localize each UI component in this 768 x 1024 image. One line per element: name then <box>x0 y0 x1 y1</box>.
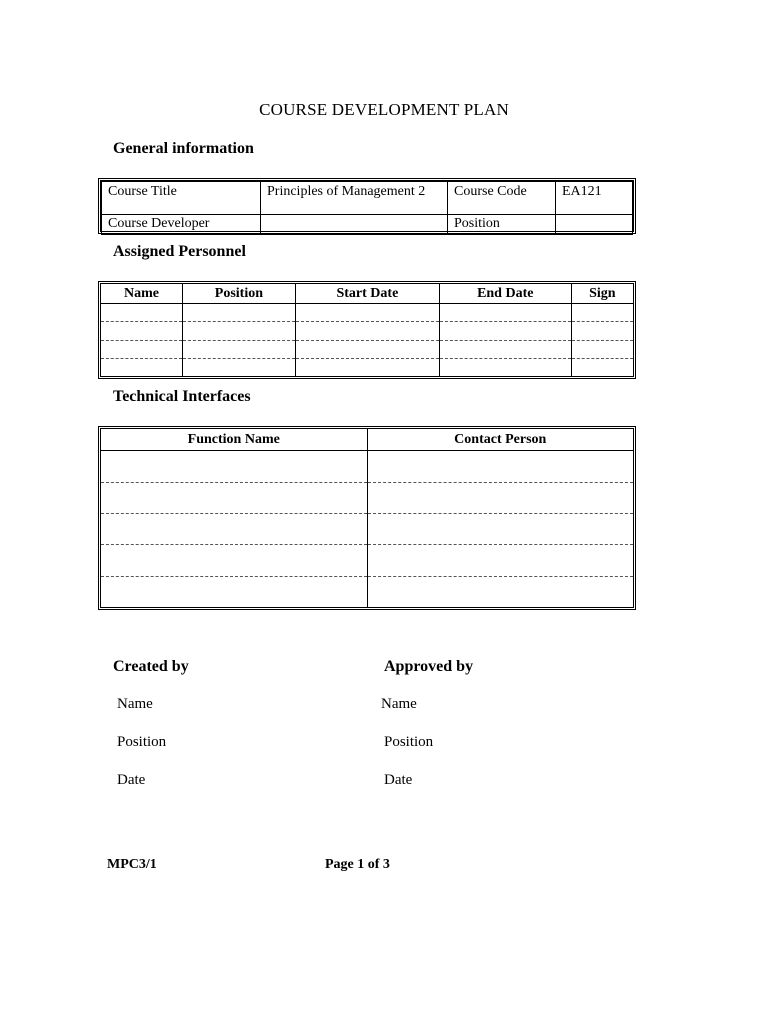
col-header-end-date: End Date <box>439 284 571 304</box>
course-title-label: Course Title <box>102 182 261 215</box>
approved-by-position-label: Position <box>384 734 434 750</box>
position-label: Position <box>448 215 556 235</box>
table-row <box>101 322 633 340</box>
table-row <box>101 576 633 607</box>
table-row <box>101 513 633 544</box>
course-title-value: Principles of Management 2 <box>261 182 448 215</box>
col-header-start-date: Start Date <box>295 284 439 304</box>
page-title: COURSE DEVELOPMENT PLAN <box>259 100 509 119</box>
personnel-table <box>98 281 636 379</box>
col-header-name: Name <box>101 284 182 304</box>
page-number: Page 1 of 3 <box>325 857 390 872</box>
course-code-value: EA121 <box>556 182 633 215</box>
section-heading-general: General information <box>113 140 254 157</box>
created-by-position-label: Position <box>117 734 167 750</box>
general-info-table <box>98 178 636 234</box>
approved-by-date-label: Date <box>384 772 413 788</box>
course-code-label: Course Code <box>448 182 556 215</box>
course-developer-value <box>261 215 448 235</box>
col-header-contact-person: Contact Person <box>367 429 633 451</box>
position-value <box>556 215 633 235</box>
table-row <box>101 304 633 322</box>
document-code: MPC3/1 <box>107 857 157 872</box>
col-header-function-name: Function Name <box>101 429 367 451</box>
table-row <box>101 358 633 376</box>
approved-by-heading: Approved by <box>384 658 474 675</box>
created-by-heading: Created by <box>113 658 189 675</box>
created-by-name-label: Name <box>117 696 153 712</box>
section-heading-technical: Technical Interfaces <box>113 388 251 405</box>
technical-interfaces-table <box>98 426 636 610</box>
created-by-date-label: Date <box>117 772 146 788</box>
table-row <box>101 545 633 576</box>
approved-by-name-label: Name <box>381 696 417 712</box>
table-row <box>101 482 633 513</box>
col-header-position: Position <box>182 284 295 304</box>
course-developer-label: Course Developer <box>102 215 261 235</box>
table-row <box>101 340 633 358</box>
table-row <box>101 451 633 482</box>
col-header-sign: Sign <box>571 284 633 304</box>
section-heading-personnel: Assigned Personnel <box>113 243 246 260</box>
